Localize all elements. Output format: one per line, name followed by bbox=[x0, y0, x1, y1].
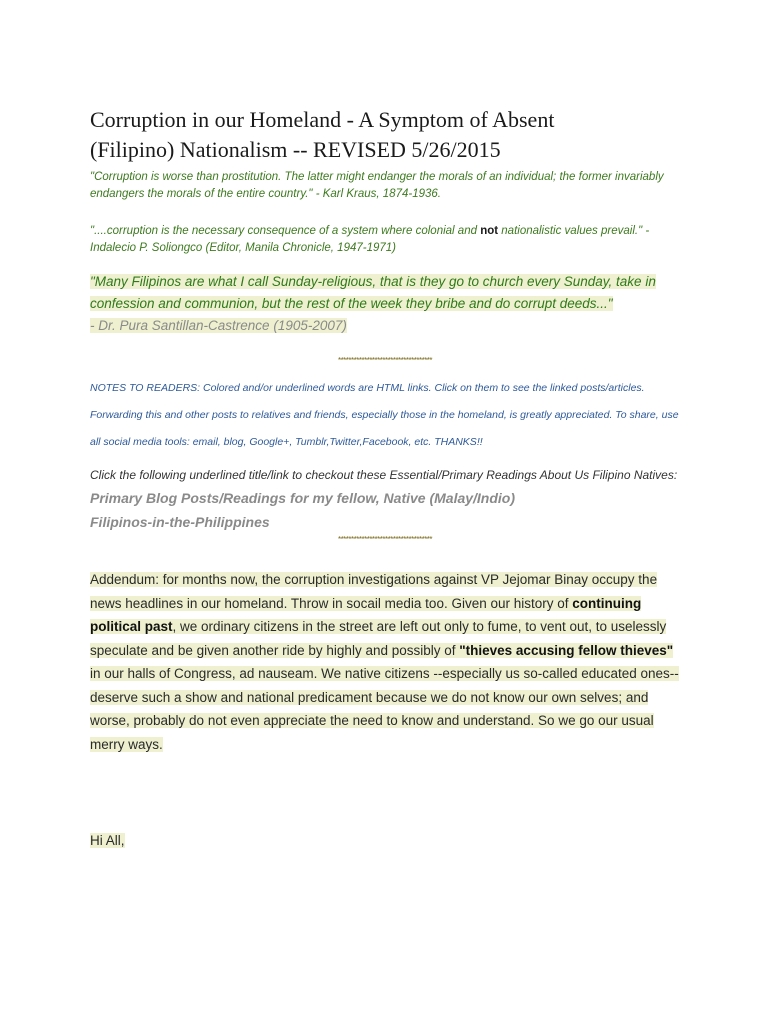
primary-readings-link-line-2[interactable]: Filipinos-in-the-Philippines bbox=[90, 514, 270, 530]
separator-stars-1: ************************************ bbox=[337, 356, 433, 365]
quote-soliongco-bold: not bbox=[480, 225, 499, 237]
notes-to-readers: NOTES TO READERS: Colored and/or underlined words are HTML links. Click on them to see the linked posts/articles. Forwarding this and other posts to relatives and friends, especially those in the homeland, is greatly appreciated. To share, use all social media tools: email, blog, Google+, Tumblr,Twitter,Facebook, etc. THANKS!! bbox=[90, 382, 679, 448]
readings-instruction: Click the following underlined title/link to checkout these Essential/Primary Readings About Us Filipino Natives: bbox=[90, 468, 678, 482]
title-line-1: Corruption in our Homeland - A Symptom of Absent bbox=[90, 107, 555, 132]
addendum-part-1: Addendum: for months now, the corruption investigations against VP Jejomar Binay occupy the news headlines in our homeland. Throw in socail media too. Given our history of bbox=[90, 572, 658, 611]
quote-castrence bbox=[90, 271, 680, 337]
quote-soliongco bbox=[90, 223, 680, 257]
addendum-part-2: , we ordinary citizens in the street are left out only to fume, to vent out, to uselessly speculate and be given another ride by highly and possibly of bbox=[90, 619, 667, 658]
quote-castrence-text: "Many Filipinos are what I call Sunday-religious, that is they go to church every Sunday, take in confession and communion, but the rest of the week they bribe and do corrupt deeds..." bbox=[90, 274, 656, 311]
separator-stars-2: ************************************ bbox=[337, 535, 433, 544]
primary-readings-link[interactable] bbox=[90, 486, 680, 534]
quote-kraus: "Corruption is worse than prostitution. The latter might endanger the morals of an individual; the former invariably endangers the morals of the entire country." - Karl Kraus, 1874-1936. bbox=[90, 171, 664, 200]
quote-castrence-author: - Dr. Pura Santillan-Castrence (1905-2007) bbox=[90, 318, 347, 333]
addendum-bold-1: continuing political past bbox=[90, 595, 642, 634]
quote-soliongco-before: "....corruption is the necessary consequence of a system where colonial and bbox=[90, 225, 481, 237]
page-title bbox=[90, 105, 680, 165]
title-line-2: (Filipino) Nationalism -- REVISED 5/26/2015 bbox=[90, 137, 501, 162]
primary-readings-link-line-1[interactable]: Primary Blog Posts/Readings for my fellow, Native (Malay/Indio) bbox=[90, 490, 516, 506]
quote-soliongco-after: nationalistic values prevail." - Indalecio P. Soliongco (Editor, Manila Chronicle, 1947-1971) bbox=[90, 225, 650, 254]
greeting bbox=[90, 830, 680, 852]
document-page bbox=[90, 105, 680, 852]
addendum-paragraph bbox=[90, 568, 680, 756]
addendum-bold-2: "thieves accusing fellow thieves" bbox=[459, 642, 674, 658]
addendum-part-3: in our halls of Congress, ad nauseam. We native citizens --especially us so-called educated ones-- deserve such a show and national predicament because we do not know our own selves; and worse, probably do not even appreciate the need to know and understand. So we go our usual merry ways. bbox=[90, 666, 679, 752]
greeting-text: Hi All, bbox=[90, 833, 125, 848]
